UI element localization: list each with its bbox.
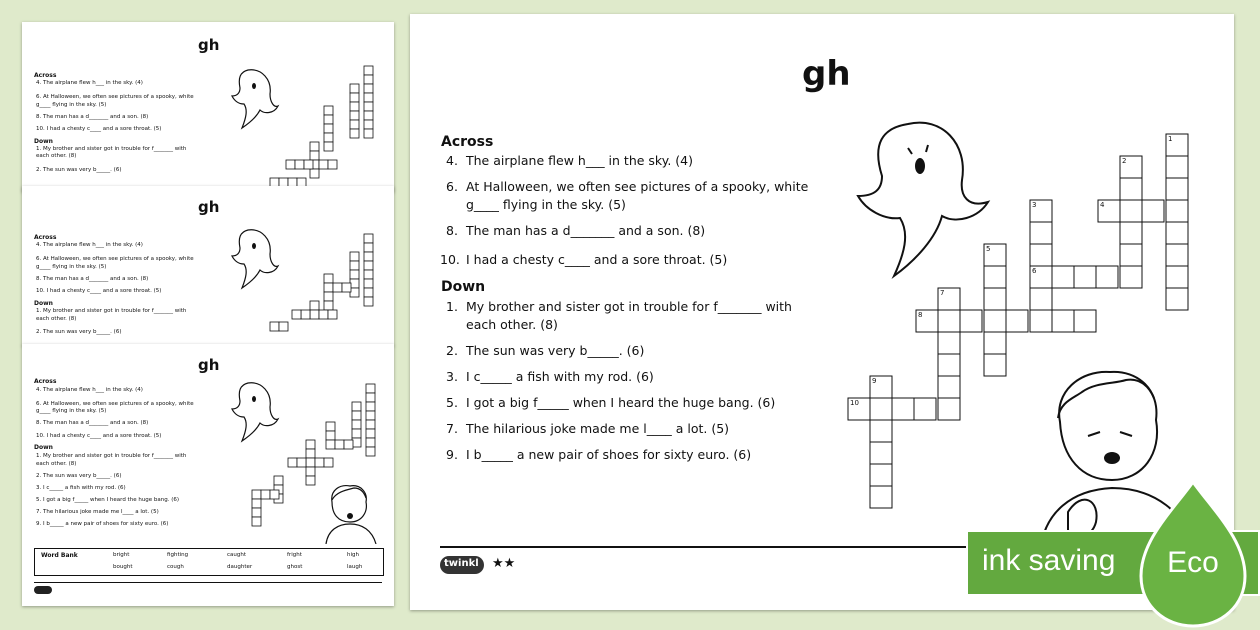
preview-sheet-3 (22, 344, 394, 606)
mini-clue: 2. The sun was very b_____. (6) (36, 167, 122, 173)
mini-clue: 10. I had a chesty c____ and a sore throat. (5) (36, 433, 162, 439)
word-bank-word: bought (113, 564, 133, 570)
mini-clue: g____ flying in the sky. (5) (36, 102, 107, 108)
mini-clue: 8. The man has a d_______ and a son. (8) (36, 114, 149, 120)
mini-twinkl-logo (34, 586, 52, 594)
mini-clue: 5. I got a big f_____ when I heard the huge bang. (6) (36, 497, 180, 503)
mini-down-heading: Down (34, 138, 53, 145)
grid-number-7: 7 (940, 289, 945, 297)
difficulty-stars: ★★ (492, 556, 516, 571)
clue-text: The airplane flew h___ in the sky. (4) (466, 153, 693, 168)
grid-number-9: 9 (872, 377, 877, 385)
mini-clue: 8. The man has a d_______ and a son. (8) (36, 276, 149, 282)
grid-number-4: 4 (1100, 201, 1105, 209)
grid-number-2: 2 (1122, 157, 1127, 165)
mini-clue: 6. At Halloween, we often see pictures of a spooky, white (36, 401, 194, 407)
mini-clue: 8. The man has a d_______ and a son. (8) (36, 420, 149, 426)
word-bank-word: ghost (287, 564, 303, 570)
word-bank-word: fright (287, 552, 302, 558)
page-title: gh (802, 54, 851, 94)
grid-number-1: 1 (1168, 135, 1173, 143)
word-bank-word: laugh (347, 564, 363, 570)
mini-clue: 2. The sun was very b_____. (6) (36, 329, 122, 335)
clue-text: The man has a d_______ and a son. (8) (466, 223, 706, 238)
word-bank-word: high (347, 552, 359, 558)
clue-text: g____ flying in the sky. (5) (466, 197, 626, 212)
clue-number: 8. (446, 223, 458, 238)
mini-clue: 3. I c_____ a fish with my rod. (6) (36, 485, 126, 491)
preview-sheet-2 (22, 186, 394, 346)
clue-number: 7. (446, 421, 458, 436)
mini-down-heading: Down (34, 444, 53, 451)
word-bank-word: daughter (227, 564, 253, 570)
clue-number: 1. (446, 299, 458, 314)
clue-text: each other. (8) (466, 317, 558, 332)
clue-text: My brother and sister got in trouble for f_______ with (466, 299, 792, 314)
mini-footer-rule (34, 582, 382, 583)
grid-number-5: 5 (986, 245, 991, 253)
clue-text: I got a big f_____ when I heard the huge bang. (6) (466, 395, 776, 410)
brand-label: twinkl (444, 558, 479, 569)
clue-number: 9. (446, 447, 458, 462)
clue-text: The hilarious joke made me l____ a lot. (5) (466, 421, 730, 436)
word-bank-label: Word Bank (41, 552, 78, 559)
word-bank-word: fighting (167, 552, 189, 558)
mini-word-bank (34, 548, 384, 576)
clue-text: I c_____ a fish with my rod. (6) (466, 369, 654, 384)
mini-clue: g____ flying in the sky. (5) (36, 264, 107, 270)
mini-across-heading: Across (34, 72, 57, 79)
footer-rule (440, 546, 990, 548)
mini-clue: each other. (8) (36, 461, 77, 467)
mini-clue: 1. My brother and sister got in trouble for f_______ with (36, 308, 187, 314)
mini-clue: 6. At Halloween, we often see pictures of a spooky, white (36, 94, 194, 100)
word-bank-word: bright (113, 552, 130, 558)
clue-number: 5. (446, 395, 458, 410)
mini-title: gh (198, 36, 220, 54)
down-heading: Down (441, 279, 486, 295)
clue-number: 2. (446, 343, 458, 358)
clue-text: At Halloween, we often see pictures of a spooky, white (466, 179, 809, 194)
mini-crossword-grid (246, 230, 386, 340)
word-bank-word: caught (227, 552, 247, 558)
grid-number-10: 10 (850, 399, 859, 407)
mini-clue: 1. My brother and sister got in trouble for f_______ with (36, 146, 187, 152)
clue-text: I had a chesty c____ and a sore throat. (5) (466, 252, 728, 267)
mini-boy-illustration (320, 482, 380, 544)
mini-down-heading: Down (34, 300, 53, 307)
twinkl-logo (440, 556, 484, 574)
grid-number-6: 6 (1032, 267, 1037, 275)
mini-title: gh (198, 198, 220, 216)
grid-number-8: 8 (918, 311, 923, 319)
mini-clue: each other. (8) (36, 153, 77, 159)
worksheet-main (410, 14, 1234, 610)
mini-clue: 9. I b_____ a new pair of shoes for sixty euro. (6) (36, 521, 169, 527)
mini-clue: 6. At Halloween, we often see pictures of a spooky, white (36, 256, 194, 262)
mini-crossword-grid (246, 62, 386, 192)
eco-badge-label: Eco (1167, 546, 1219, 579)
clue-text: I b_____ a new pair of shoes for sixty euro. (6) (466, 447, 752, 462)
across-heading: Across (441, 134, 494, 150)
clue-number: 3. (446, 369, 458, 384)
mini-clue: 7. The hilarious joke made me l____ a lot. (5) (36, 509, 159, 515)
mini-title: gh (198, 356, 220, 374)
eco-leaf-icon (1133, 480, 1253, 630)
clue-number: 6. (446, 179, 458, 194)
word-bank-word: cough (167, 564, 184, 570)
mini-clue: 10. I had a chesty c____ and a sore throat. (5) (36, 288, 162, 294)
mini-clue: 1. My brother and sister got in trouble for f_______ with (36, 453, 187, 459)
clue-number: 4. (446, 153, 458, 168)
preview-sheet-1 (22, 22, 394, 192)
mini-across-heading: Across (34, 234, 57, 241)
clue-text: The sun was very b_____. (6) (466, 343, 645, 358)
mini-clue: 4. The airplane flew h___ in the sky. (4) (36, 387, 143, 393)
mini-clue: 10. I had a chesty c____ and a sore throat. (5) (36, 126, 162, 132)
mini-clue: g____ flying in the sky. (5) (36, 408, 107, 414)
ink-saving-label: ink saving (982, 544, 1116, 577)
mini-clue: 4. The airplane flew h___ in the sky. (4) (36, 80, 143, 86)
mini-clue: 2. The sun was very b_____. (6) (36, 473, 122, 479)
grid-number-3: 3 (1032, 201, 1037, 209)
clue-number: 10. (440, 252, 460, 267)
mini-across-heading: Across (34, 378, 57, 385)
mini-clue: 4. The airplane flew h___ in the sky. (4) (36, 242, 143, 248)
mini-clue: each other. (8) (36, 316, 77, 322)
